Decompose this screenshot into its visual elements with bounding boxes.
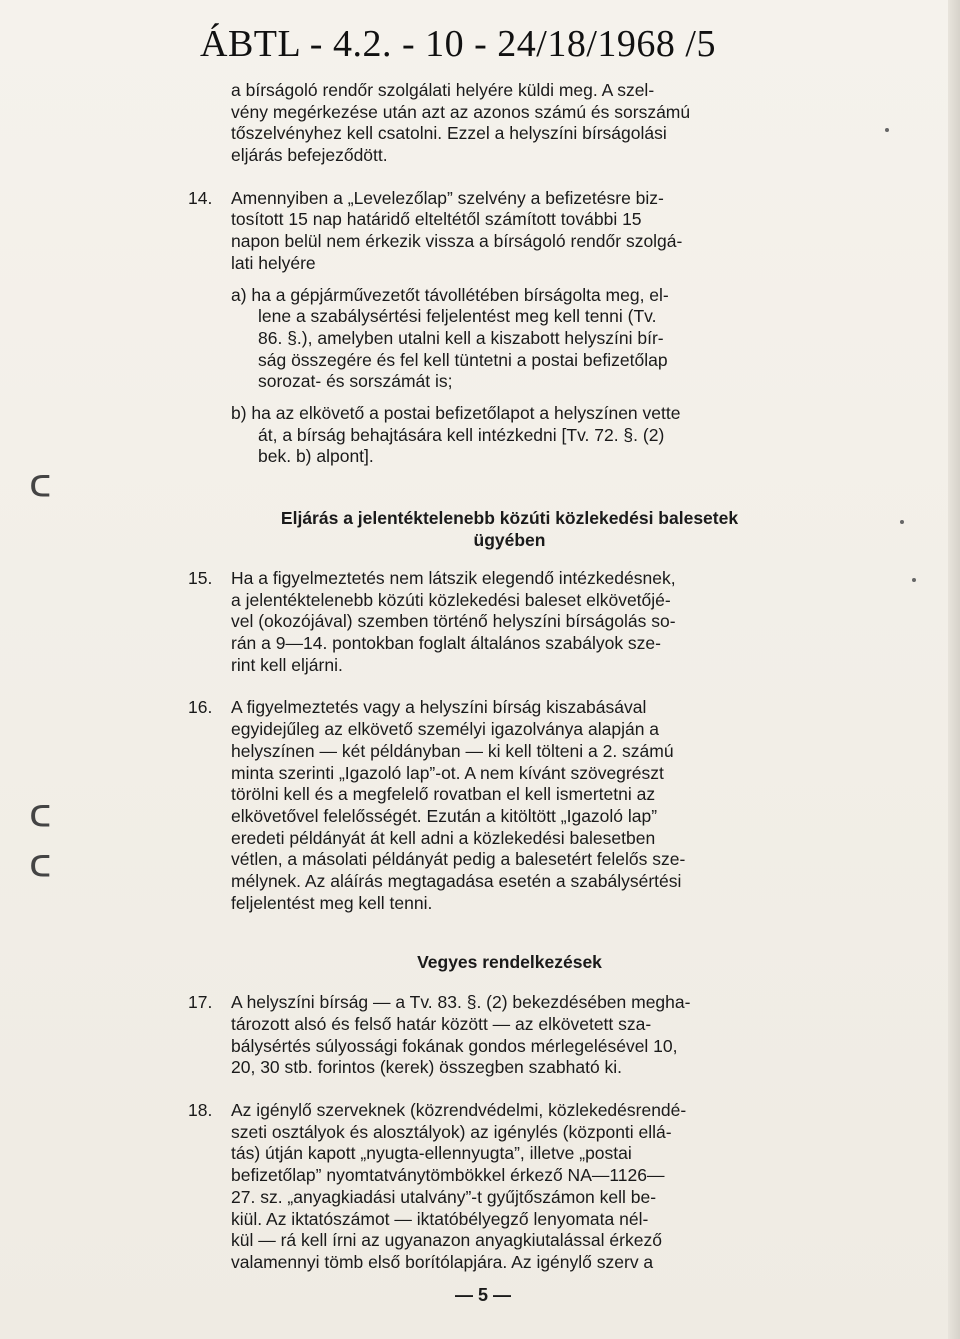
text-line: vény megérkezése után azt az azonos számú és sorszámú — [231, 101, 691, 122]
text-line: egyidejűleg az elkövető személyi igazolványa alapján a — [231, 719, 660, 740]
paragraph-17 — [188, 992, 788, 1079]
page-edge-shadow — [948, 0, 960, 1339]
text-line: rint kell eljárni. — [231, 654, 343, 675]
binding-hole-mark-icon: ᑕ — [30, 802, 51, 833]
paragraph-16 — [188, 697, 788, 914]
paragraph-18 — [188, 1100, 788, 1274]
paragraph-continuation — [188, 80, 788, 167]
text-line: 16. A figyelmeztetés vagy a helyszíni bírság kiszabásával — [188, 697, 647, 718]
text-line: lati helyére — [231, 252, 316, 273]
text-line: vel (okozójával) szemben történő helyszíni bírságolás so- — [231, 611, 676, 632]
text-line: eredeti példányát át kell adni a közlekedési balesetben — [231, 827, 656, 848]
text-line: kül — rá kell írni az ugyanazon anyagkiutalással érkező — [231, 1230, 662, 1251]
text-line: feljelentést meg kell tenni. — [231, 892, 433, 913]
text-line: kiül. Az iktatószámot — iktatóbélyegző lenyomata nél- — [231, 1208, 649, 1229]
text-line: b) ha az elkövető a postai befizetőlapot a helyszínen vette — [231, 402, 681, 423]
paragraph-number: 17. — [188, 992, 213, 1013]
text-line: bálysértés súlyossági fokának gondos mérlegelésével 10, — [231, 1035, 678, 1056]
paragraph-number: 16. — [188, 697, 213, 718]
text-line: mélynek. Az aláírás megtagadása esetén a szabálysértési — [231, 870, 682, 891]
text-line: tás) útján kapott „nyugta-ellennyugta”, illetve „postai — [231, 1143, 632, 1164]
text-line: a jelentéktelenebb közúti közlekedési baleset elkövetőjé- — [231, 589, 671, 610]
speck-icon — [885, 128, 889, 132]
text-line: a) ha a gépjárművezetőt távollétében bírságolta meg, el- — [231, 284, 669, 305]
section-heading-misc: Vegyes rendelkezések — [417, 952, 602, 973]
text-line: eljárás befejeződött. — [231, 145, 388, 166]
text-line: 17. A helyszíni bírság — a Tv. 83. §. (2) bekezdésében megha- — [188, 992, 691, 1013]
text-line: valamennyi tömb első borítólapjára. Az igénylő szerv a — [231, 1251, 654, 1272]
document-body — [188, 80, 788, 1274]
text-line: sorozat- és sorszámát is; — [258, 371, 453, 392]
text-line: 18. Az igénylő szerveknek (közrendvédelmi, közlekedésrendé- — [188, 1100, 687, 1121]
text-line: törölni kell és a megfelelő rovatban el kell ismertetni az — [231, 784, 656, 805]
text-line: napon belül nem érkezik vissza a bírságoló rendőr szolgá- — [231, 231, 683, 252]
binding-hole-mark-icon: ᑕ — [30, 852, 51, 883]
text-line: 20, 30 stb. forintos (kerek) összegben szabható ki. — [231, 1057, 623, 1078]
binding-hole-mark-icon: ᑕ — [30, 472, 51, 503]
text-line: elkövetővel felelősségét. Ezután a kitöltött „Igazoló lap” — [231, 805, 658, 826]
text-line: 15. Ha a figyelmeztetés nem látszik elegendő intézkedésnek, — [188, 568, 676, 588]
page-number: — 5 — — [455, 1285, 512, 1305]
text-line: bek. b) alpont]. — [258, 446, 374, 467]
text-line: tosított 15 nap határidő elteltétől számított további 15 — [231, 209, 642, 230]
text-line: ság összegére és fel kell tüntetni a postai befizetőlap — [258, 349, 668, 370]
text-line: 86. §.), amelyben utalni kell a kiszabott helyszíni bír- — [258, 327, 664, 348]
speck-icon — [900, 520, 904, 524]
text-line: a bírságoló rendőr szolgálati helyére küldi meg. A szel- — [231, 80, 655, 100]
subpoint-a — [188, 285, 788, 393]
text-line: minta szerinti „Igazoló lap”-ot. A nem kívánt szövegrészt — [231, 762, 664, 783]
paragraph-15 — [188, 568, 788, 676]
text-line: 27. sz. „anyagkiadási utalvány”-t gyűjtőszámon kell be- — [231, 1186, 657, 1207]
paragraph-number: 15. — [188, 568, 213, 588]
text-line: tározott alsó és felső határ között — az elkövetett sza- — [231, 1014, 652, 1034]
paragraph-number: 18. — [188, 1100, 213, 1121]
archive-reference-header: ÁBTL - 4.2. - 10 - 24/18/1968 /5 — [200, 23, 716, 65]
text-line: lene a szabálysértési feljelentést meg kell tenni (Tv. — [258, 306, 657, 327]
text-line: helyszínen — két példányban — ki kell tölteni a 2. számú — [231, 740, 674, 761]
subpoint-b — [188, 403, 788, 468]
section-heading-line: Eljárás a jelentéktelenebb közúti közlekedési balesetek — [280, 508, 739, 528]
text-line: tőszelvényhez kell csatolni. Ezzel a helyszíni bírságolási — [231, 123, 667, 144]
text-line: befizetőlap” nyomtatványtömbökkel érkező NA—1126— — [231, 1165, 665, 1186]
paragraph-number: 14. — [188, 187, 213, 208]
text-line: 14. Amennyiben a „Levelezőlap” szelvény a befizetésre biz- — [188, 187, 664, 208]
section-heading-line: ügyében — [473, 530, 546, 550]
paragraph-14 — [188, 188, 788, 468]
speck-icon — [912, 578, 916, 582]
text-line: vétlen, a másolati példányát pedig a balesetért felelős sze- — [231, 849, 686, 870]
text-line: rán a 9—14. pontokban foglalt általános szabályok sze- — [231, 633, 661, 654]
section-heading-minor-accidents — [188, 508, 788, 552]
text-line: át, a bírság behajtására kell intézkedni [Tv. 72. §. (2) — [258, 424, 665, 445]
text-line: szeti osztályok és alosztályok) az igénylés (központi ellá- — [231, 1121, 672, 1142]
